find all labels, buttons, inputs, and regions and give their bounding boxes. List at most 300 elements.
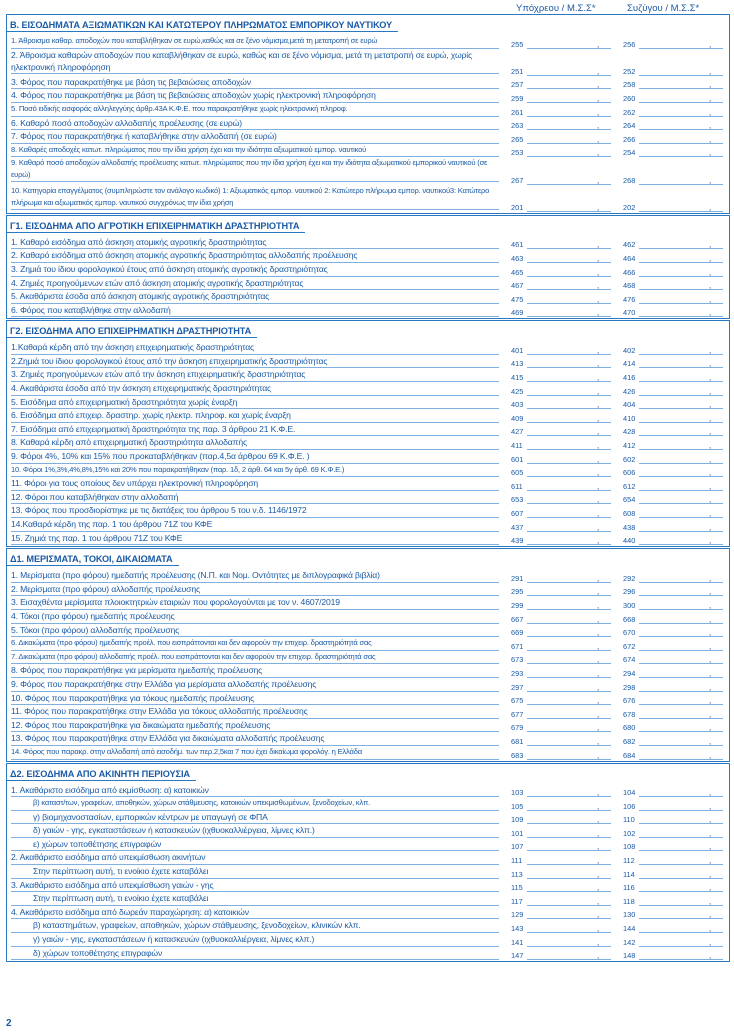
taxpayer-field-code: 109 <box>511 815 524 825</box>
taxpayer-field-code: 297 <box>511 682 524 692</box>
form-row <box>7 624 729 638</box>
spouse-field-code: 256 <box>623 39 636 49</box>
decimal-separator: , <box>597 386 600 396</box>
decimal-separator: , <box>597 522 600 532</box>
row-label: 11. Φόροι για τους οποίους δεν υπάρχει ηλεκτρονική πληροφόρηση <box>11 477 499 491</box>
decimal-separator: , <box>709 359 712 369</box>
spouse-field-code: 470 <box>623 308 636 318</box>
taxpayer-field-code: 111 <box>511 856 523 866</box>
decimal-separator: , <box>597 828 600 838</box>
form-row <box>7 610 729 624</box>
form-row <box>7 117 729 131</box>
form-row <box>7 919 729 933</box>
spouse-field-code: 254 <box>623 148 636 158</box>
decimal-separator: , <box>709 522 712 532</box>
form-row <box>7 596 729 610</box>
spouse-field-code: 468 <box>623 281 636 291</box>
form-row <box>7 732 729 746</box>
decimal-separator: , <box>597 93 600 103</box>
spouse-field-code: 116 <box>623 883 635 893</box>
taxpayer-field-code: 293 <box>511 668 524 678</box>
spouse-field-code: 428 <box>623 427 636 437</box>
decimal-separator: , <box>709 641 712 651</box>
taxpayer-field-code: 679 <box>511 723 524 733</box>
spouse-field-code: 668 <box>623 614 636 624</box>
taxpayer-field-code: 467 <box>511 281 524 291</box>
row-label: 3. Ακαθάριστο εισόδημα από υπεκμίσθωση γαιών - γης <box>11 879 499 893</box>
form-row <box>7 35 729 49</box>
decimal-separator: , <box>597 175 600 185</box>
spouse-column-header: Συζύγου / Μ.Σ.Σ* <box>627 3 700 14</box>
decimal-separator: , <box>597 655 600 665</box>
row-label: 4. Ακαθάριστο εισόδημα από δωρεάν παραχώρηση: α) κατοικιών <box>11 906 499 920</box>
row-label: δ) χώρων τοποθέτησης επιγραφών <box>11 947 499 961</box>
form-row <box>7 464 729 478</box>
taxpayer-field-code: 259 <box>511 93 524 103</box>
decimal-separator: , <box>597 788 600 798</box>
taxpayer-field-code: 265 <box>511 134 524 144</box>
decimal-separator: , <box>597 121 600 131</box>
decimal-separator: , <box>597 910 600 920</box>
row-label: γ) βιομηχανοστασίων, εμπορικών κέντρων με υπαγωγή σε ΦΠΑ <box>11 811 499 825</box>
taxpayer-field-code: 683 <box>511 750 524 760</box>
section-title: Γ2. ΕΙΣΟΔΗΜΑ ΑΠΟ ΕΠΙΧΕΙΡΗΜΑΤΙΚΗ ΔΡΑΣΤΗΡΙΟΤΗΤΑ <box>7 324 257 338</box>
spouse-field-code: 114 <box>623 869 635 879</box>
spouse-field-code: 110 <box>623 815 635 825</box>
row-label: 6. Εισόδημα από επιχειρ. δραστηρ. χωρίς ηλεκτρ. πληροφ. και χωρίς έναρξη <box>11 409 499 423</box>
form-row <box>7 746 729 760</box>
row-label: 5. Ποσό ειδικής εισφοράς αλληλεγγύης άρθρ.43Α Κ.Φ.Ε. που παρακρατήθηκε χωρίς ηλεκτρονική πληροφ. <box>11 103 499 117</box>
section <box>6 14 730 214</box>
section-title: Β. ΕΙΣΟΔΗΜΑΤΑ ΑΞΙΩΜΑΤΙΚΩΝ ΚΑΙ ΚΑΤΩΤΕΡΟΥ ΠΛΗΡΩΜΑΤΟΣ ΕΜΠΟΡΙΚΟΥ ΝΑΥΤΙΚΟΥ <box>7 18 398 32</box>
form-row <box>7 304 729 318</box>
decimal-separator: , <box>709 736 712 746</box>
decimal-separator: , <box>597 454 600 464</box>
row-label: 3. Ζημιές προηγούμενων ετών από την άσκηση επιχειρηματικής δραστηριότητας <box>11 368 499 382</box>
decimal-separator: , <box>597 66 600 76</box>
spouse-field-code: 294 <box>623 668 636 678</box>
taxpayer-field-code: 409 <box>511 413 524 423</box>
row-label: 2. Άθροισμα καθαρών αποδοχών που καταβλήθηκαν σε ευρώ, καθώς και σε ξένο νόμισμα, μετά τη μετατροπή σε ευρώ, χωρίς ηλεκτρονική πληροφόρηση <box>11 49 499 74</box>
decimal-separator: , <box>597 723 600 733</box>
taxpayer-field-code: 147 <box>511 951 524 961</box>
form-row <box>7 382 729 396</box>
row-label: 1.Καθαρά κέρδη από την άσκηση επιχειρηματικής δραστηριότητας <box>11 341 499 355</box>
decimal-separator: , <box>709 801 712 811</box>
decimal-separator: , <box>597 951 600 961</box>
spouse-field-code: 300 <box>623 600 636 610</box>
row-label: 4. Φόρος που παρακρατήθηκε με βάση τις βεβαιώσεις αποδοχών χωρίς ηλεκτρονική πληροφόρηση <box>11 89 499 103</box>
form-row <box>7 851 729 865</box>
taxpayer-field-code: 295 <box>511 587 524 597</box>
taxpayer-field-code: 105 <box>511 801 524 811</box>
spouse-field-code: 684 <box>623 750 636 760</box>
section-title: Δ1. ΜΕΡΙΣΜΑΤΑ, ΤΟΚΟΙ, ΔΙΚΑΙΩΜΑΤΑ <box>7 552 179 566</box>
decimal-separator: , <box>597 80 600 90</box>
form-row <box>7 504 729 518</box>
decimal-separator: , <box>709 682 712 692</box>
row-label: 6. Καθαρό ποσό αποδοχών αλλοδαπής προέλευσης (σε ευρώ) <box>11 117 499 131</box>
form-row <box>7 569 729 583</box>
row-label: Στην περίπτωση αυτή, τι ενοίκιο έχετε καταβάλει <box>11 865 499 879</box>
decimal-separator: , <box>709 924 712 934</box>
section-title: Δ2. ΕΙΣΟΔΗΜΑ ΑΠΟ ΑΚΙΝΗΤΗ ΠΕΡΙΟΥΣΙΑ <box>7 767 196 781</box>
spouse-field-code: 104 <box>623 788 636 798</box>
row-label: δ) γαιών - γης, εγκαταστάσεων ή κατασκευών (ιχθυοκαλλιέργεια, λίμνες κλπ.) <box>11 824 499 838</box>
form-row <box>7 678 729 692</box>
form-row <box>7 49 729 76</box>
decimal-separator: , <box>597 39 600 49</box>
row-label: 6. Φόρος που καταβλήθηκε στην αλλοδαπή <box>11 304 499 318</box>
spouse-field-code: 260 <box>623 93 636 103</box>
decimal-separator: , <box>597 427 600 437</box>
taxpayer-field-code: 201 <box>511 202 524 212</box>
spouse-field-code: 440 <box>623 536 636 546</box>
taxpayer-field-code: 115 <box>511 883 523 893</box>
spouse-field-code: 148 <box>623 951 636 961</box>
taxpayer-field-code: 673 <box>511 655 524 665</box>
form-row <box>7 865 729 879</box>
decimal-separator: , <box>597 628 600 638</box>
decimal-separator: , <box>709 668 712 678</box>
spouse-field-code: 672 <box>623 641 636 651</box>
row-label: ε) χώρων τοποθέτησης επιγραφών <box>11 838 499 852</box>
form-row <box>7 933 729 947</box>
decimal-separator: , <box>597 148 600 158</box>
decimal-separator: , <box>709 896 712 906</box>
form-row <box>7 103 729 117</box>
decimal-separator: , <box>709 175 712 185</box>
decimal-separator: , <box>709 373 712 383</box>
decimal-separator: , <box>709 148 712 158</box>
row-label: 15. Ζημιά της παρ. 1 του άρθρου 71Ζ του ΚΦΕ <box>11 532 499 546</box>
row-label: 2. Ακαθάριστο εισόδημα από υπεκμίσθωση ακινήτων <box>11 851 499 865</box>
spouse-field-code: 438 <box>623 522 636 532</box>
taxpayer-field-code: 469 <box>511 308 524 318</box>
spouse-field-code: 298 <box>623 682 636 692</box>
page-number: 2 <box>6 1018 12 1029</box>
decimal-separator: , <box>709 240 712 250</box>
taxpayer-field-code: 143 <box>511 924 524 934</box>
form-row <box>7 355 729 369</box>
decimal-separator: , <box>597 801 600 811</box>
form-row <box>7 719 729 733</box>
decimal-separator: , <box>709 587 712 597</box>
spouse-field-code: 102 <box>623 828 636 838</box>
tax-form <box>6 14 730 963</box>
taxpayer-field-code: 401 <box>511 345 524 355</box>
spouse-field-code: 676 <box>623 696 636 706</box>
form-row <box>7 947 729 961</box>
spouse-field-code: 476 <box>623 294 636 304</box>
row-label: 1. Καθαρό εισόδημα από άσκηση ατομικής αγροτικής δραστηριότητας <box>11 236 499 250</box>
taxpayer-field-code: 675 <box>511 696 524 706</box>
section <box>6 548 730 761</box>
taxpayer-field-code: 677 <box>511 709 524 719</box>
spouse-field-code: 142 <box>623 937 636 947</box>
decimal-separator: , <box>709 828 712 838</box>
row-label: 8. Καθαρά κέρδη από επιχειρηματική δραστηριότητα αλλοδαπής <box>11 436 499 450</box>
decimal-separator: , <box>597 682 600 692</box>
decimal-separator: , <box>597 750 600 760</box>
form-row <box>7 532 729 546</box>
row-label: 10. Φόρος που παρακρατήθηκε για τόκους ημεδαπής προέλευσης <box>11 692 499 706</box>
decimal-separator: , <box>709 614 712 624</box>
spouse-field-code: 680 <box>623 723 636 733</box>
spouse-field-code: 118 <box>623 896 635 906</box>
decimal-separator: , <box>597 281 600 291</box>
form-row <box>7 277 729 291</box>
form-row <box>7 879 729 893</box>
decimal-separator: , <box>597 107 600 117</box>
decimal-separator: , <box>597 441 600 451</box>
decimal-separator: , <box>709 573 712 583</box>
spouse-field-code: 462 <box>623 240 636 250</box>
taxpayer-field-code: 253 <box>511 148 524 158</box>
taxpayer-field-code: 681 <box>511 736 524 746</box>
taxpayer-field-code: 255 <box>511 39 524 49</box>
spouse-field-code: 252 <box>623 66 636 76</box>
form-row <box>7 705 729 719</box>
row-label: 1. Ακαθάριστο εισόδημα από εκμίσθωση: α) κατοικιών <box>11 784 499 798</box>
taxpayer-field-code: 103 <box>511 788 524 798</box>
form-row <box>7 892 729 906</box>
decimal-separator: , <box>597 267 600 277</box>
section-title: Γ1. ΕΙΣΟΔΗΜΑ ΑΠΟ ΑΓΡΟΤΙΚΗ ΕΠΙΧΕΙΡΗΜΑΤΙΚΗ ΔΡΑΣΤΗΡΙΟΤΗΤΑ <box>7 219 305 233</box>
section <box>6 763 730 963</box>
decimal-separator: , <box>597 509 600 518</box>
taxpayer-field-code: 653 <box>511 495 524 505</box>
taxpayer-field-code: 463 <box>511 253 524 263</box>
spouse-field-code: 404 <box>623 400 636 410</box>
decimal-separator: , <box>597 883 600 893</box>
decimal-separator: , <box>597 937 600 947</box>
spouse-field-code: 416 <box>623 373 636 383</box>
form-row <box>7 450 729 464</box>
decimal-separator: , <box>709 910 712 920</box>
decimal-separator: , <box>709 386 712 396</box>
taxpayer-field-code: 141 <box>511 937 524 947</box>
form-row <box>7 130 729 144</box>
spouse-field-code: 670 <box>623 628 636 638</box>
decimal-separator: , <box>709 93 712 103</box>
decimal-separator: , <box>597 815 600 825</box>
spouse-field-code: 144 <box>623 924 636 934</box>
decimal-separator: , <box>709 400 712 410</box>
row-label: 8. Φόρος που παρακρατήθηκε για μερίσματα ημεδαπής προέλευσης <box>11 664 499 678</box>
row-label: 6. Δικαιώματα (προ φόρου) ημεδαπής προέλ. που εισπράττονται και δεν αφορούν την επιχειρ. δραστηριότητά σας <box>11 637 499 651</box>
row-label: 9. Φόροι 4%, 10% και 15% που προκαταβλήθηκαν (παρ.4,5α άρθρου 69 Κ.Φ.Ε. ) <box>11 450 499 464</box>
spouse-field-code: 678 <box>623 709 636 719</box>
spouse-field-code: 414 <box>623 359 636 369</box>
decimal-separator: , <box>709 883 712 893</box>
taxpayer-field-code: 415 <box>511 373 524 383</box>
row-label: 5. Ακαθάριστα έσοδα από άσκηση ατομικής αγροτικής δραστηριότητας <box>11 290 499 304</box>
taxpayer-field-code: 475 <box>511 294 524 304</box>
spouse-field-code: 412 <box>623 441 636 451</box>
spouse-field-code: 464 <box>623 253 636 263</box>
spouse-field-code: 466 <box>623 267 636 277</box>
row-label: 3. Εισαχθέντα μερίσματα πλοιοκτητριών εταιριών που φορολογούνται με τον ν. 4607/2019 <box>11 596 499 610</box>
taxpayer-field-code: 261 <box>511 107 524 117</box>
decimal-separator: , <box>709 750 712 760</box>
taxpayer-field-code: 461 <box>511 240 524 250</box>
form-row <box>7 436 729 450</box>
row-label: 1. Άθροισμα καθαρ. αποδοχών που καταβλήθηκαν σε ευρώ,καθώς και σε ξένο νόμισμα,μετά τη μετατροπή σε ευρώ <box>11 35 499 49</box>
taxpayer-field-code: 263 <box>511 121 524 131</box>
spouse-field-code: 654 <box>623 495 636 505</box>
taxpayer-field-code: 129 <box>511 910 524 920</box>
decimal-separator: , <box>709 509 712 518</box>
spouse-field-code: 410 <box>623 413 636 423</box>
decimal-separator: , <box>709 454 712 464</box>
decimal-separator: , <box>709 427 712 437</box>
decimal-separator: , <box>709 107 712 117</box>
decimal-separator: , <box>709 468 712 478</box>
decimal-separator: , <box>597 308 600 318</box>
decimal-separator: , <box>597 869 600 879</box>
decimal-separator: , <box>709 121 712 131</box>
decimal-separator: , <box>597 924 600 934</box>
spouse-field-code: 608 <box>623 509 636 518</box>
row-label: 5. Τόκοι (προ φόρου) αλλοδαπής προέλευσης <box>11 624 499 638</box>
form-row <box>7 76 729 90</box>
taxpayer-field-code: 299 <box>511 600 524 610</box>
spouse-field-code: 130 <box>623 910 636 920</box>
taxpayer-field-code: 671 <box>511 641 524 651</box>
decimal-separator: , <box>597 856 600 866</box>
decimal-separator: , <box>709 267 712 277</box>
row-label: 2.Ζημιά του ίδιου φορολογικού έτους από την άσκηση επιχειρηματικής δραστηριότητας <box>11 355 499 369</box>
spouse-field-code: 108 <box>623 842 636 852</box>
row-label: 4. Ζημιές προηγούμενων ετών από άσκηση ατομικής αγροτικής δραστηριότητας <box>11 277 499 291</box>
decimal-separator: , <box>709 709 712 719</box>
form-row <box>7 368 729 382</box>
taxpayer-field-code: 251 <box>511 66 524 76</box>
taxpayer-field-code: 113 <box>511 869 523 879</box>
form-row <box>7 692 729 706</box>
form-row <box>7 784 729 798</box>
form-row <box>7 89 729 103</box>
row-label: 12. Φόροι που καταβλήθηκαν στην αλλοδαπή <box>11 491 499 505</box>
decimal-separator: , <box>709 937 712 947</box>
decimal-separator: , <box>597 253 600 263</box>
row-label: 2. Καθαρό εισόδημα από άσκηση ατομικής αγροτικής δραστηριότητας αλλοδαπής προέλευσης <box>11 249 499 263</box>
decimal-separator: , <box>597 709 600 719</box>
row-label: 10. Κατηγορία επαγγέλματος (συμπληρώστε τον ανάλογο κωδικό) 1: Αξιωματικός εμπορ. ναυτικού 2: Κατώτερο πλήρωμα εμπορ. ναυτικού3: Κατώτερο πλήρωμα και αξιωματικός εμπορ. ναυτικού συγχρόνως την ίδια χρήση <box>11 185 499 210</box>
taxpayer-column-header: Υπόχρεου / Μ.Σ.Σ* <box>516 3 596 14</box>
form-row <box>7 838 729 852</box>
section <box>6 215 730 320</box>
form-row <box>7 144 729 158</box>
taxpayer-field-code: 667 <box>511 614 524 624</box>
spouse-field-code: 402 <box>623 345 636 355</box>
decimal-separator: , <box>597 400 600 410</box>
taxpayer-field-code: 425 <box>511 386 524 396</box>
decimal-separator: , <box>709 294 712 304</box>
decimal-separator: , <box>709 856 712 866</box>
form-row <box>7 664 729 678</box>
form-row <box>7 236 729 250</box>
spouse-field-code: 426 <box>623 386 636 396</box>
decimal-separator: , <box>597 373 600 383</box>
taxpayer-field-code: 437 <box>511 522 524 532</box>
spouse-field-code: 292 <box>623 573 636 583</box>
decimal-separator: , <box>709 80 712 90</box>
spouse-field-code: 612 <box>623 481 636 491</box>
decimal-separator: , <box>709 815 712 825</box>
decimal-separator: , <box>597 614 600 624</box>
decimal-separator: , <box>709 536 712 546</box>
decimal-separator: , <box>709 253 712 263</box>
row-label: β) καταστ/των, γραφείων, αποθηκών, χώρων στάθμευσης, κατοικιών υπεκμισθωμένων, ξενοδοχείων, κλπ. <box>11 797 499 811</box>
decimal-separator: , <box>709 696 712 706</box>
taxpayer-field-code: 107 <box>511 842 524 852</box>
row-label: 7. Φόρος που παρακρατήθηκε ή καταβλήθηκε στην αλλοδαπή (σε ευρώ) <box>11 130 499 144</box>
taxpayer-field-code: 291 <box>511 573 524 583</box>
taxpayer-field-code: 607 <box>511 509 524 518</box>
form-row <box>7 477 729 491</box>
taxpayer-field-code: 117 <box>511 896 523 906</box>
taxpayer-field-code: 465 <box>511 267 524 277</box>
spouse-field-code: 202 <box>623 202 636 212</box>
taxpayer-field-code: 601 <box>511 454 524 464</box>
form-row <box>7 409 729 423</box>
taxpayer-field-code: 611 <box>511 481 523 491</box>
row-label: γ) γαιών - γης, εγκαταστάσεων ή κατασκευών (ιχθυοκαλλιέργεια, λίμνες κλπ.) <box>11 933 499 947</box>
decimal-separator: , <box>597 573 600 583</box>
taxpayer-field-code: 427 <box>511 427 524 437</box>
decimal-separator: , <box>709 788 712 798</box>
decimal-separator: , <box>709 39 712 49</box>
decimal-separator: , <box>709 308 712 318</box>
spouse-field-code: 262 <box>623 107 636 117</box>
decimal-separator: , <box>709 134 712 144</box>
form-row <box>7 263 729 277</box>
row-label: 14. Φόρος που παρακρ. στην αλλοδαπή από εισοδήμ. των περ.2,5και 7 που έχει δικαίωμα φορολόγ. η Ελλάδα <box>11 746 499 760</box>
spouse-field-code: 106 <box>623 801 636 811</box>
taxpayer-field-code: 605 <box>511 468 524 478</box>
spouse-field-code: 602 <box>623 454 636 464</box>
decimal-separator: , <box>709 951 712 961</box>
decimal-separator: , <box>709 628 712 638</box>
spouse-field-code: 606 <box>623 468 636 478</box>
decimal-separator: , <box>709 345 712 355</box>
form-row <box>7 185 729 212</box>
row-label: 14.Καθαρά κέρδη της παρ. 1 του άρθρου 71Ζ του ΚΦΕ <box>11 518 499 532</box>
row-label: 8. Καθαρές αποδοχές κατωτ. πληρώματος που την ίδια χρήση έχει και την ιδιότητα αξιωματικού εμπορ. ναυτικού <box>11 144 499 158</box>
taxpayer-field-code: 439 <box>511 536 524 546</box>
form-row <box>7 797 729 811</box>
row-label: 13. Φόρος που προσδιορίστηκε με τις διατάξεις του άρθρου 5 του ν.δ. 1146/1972 <box>11 504 499 518</box>
taxpayer-field-code: 411 <box>511 441 523 451</box>
decimal-separator: , <box>597 134 600 144</box>
decimal-separator: , <box>597 240 600 250</box>
decimal-separator: , <box>597 587 600 597</box>
spouse-field-code: 258 <box>623 80 636 90</box>
spouse-field-code: 296 <box>623 587 636 597</box>
row-label: 4. Τόκοι (προ φόρου) ημεδαπής προέλευσης <box>11 610 499 624</box>
decimal-separator: , <box>709 281 712 291</box>
decimal-separator: , <box>709 655 712 665</box>
row-label: 12. Φόρος που παρακρατήθηκε για δικαιώματα ημεδαπής προέλευσης <box>11 719 499 733</box>
form-row <box>7 518 729 532</box>
decimal-separator: , <box>709 723 712 733</box>
decimal-separator: , <box>709 481 712 491</box>
form-row <box>7 396 729 410</box>
decimal-separator: , <box>709 869 712 879</box>
decimal-separator: , <box>709 441 712 451</box>
